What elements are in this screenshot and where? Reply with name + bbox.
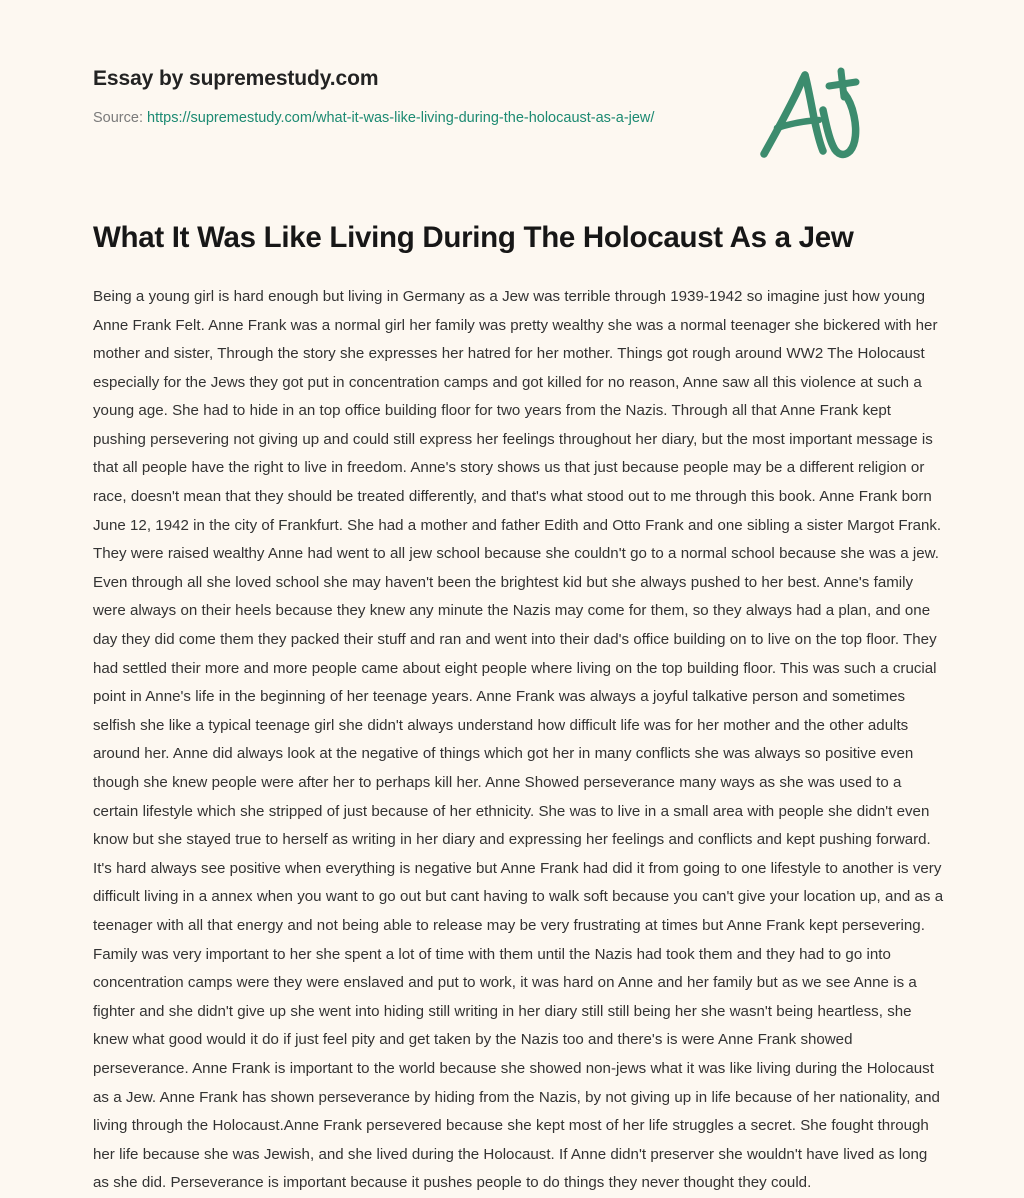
a-plus-logo-icon xyxy=(751,58,869,176)
a-plus-logo-glyph xyxy=(751,58,869,176)
source-label: Source: xyxy=(93,110,143,127)
essay-paragraph: Being a young girl is hard enough but living in Germany as a Jew was terrible through 1939-1942 so imagine just how young Anne Frank Felt. Anne Frank was a normal girl her family was pretty wealthy she was a normal teenager she bickered with her mother and sister, Through the story she expresses her hatred for her mother. Things got rough around WW2 The Holocaust especially for the Jews they got put in concentration camps and got killed for no reason, Anne saw all this violence at such a young age. She had to hide in an top office building floor for two years from the Nazis. Through all that Anne Frank kept pushing persevering not giving up and could still express her feelings throughout her diary, but the most important message is that all people have the right to live in freedom. Anne's story shows us that just because people may be a different religion or race, doesn't mean that they should be treated differently, and that's what stood out to me through this book. Anne Frank born June 12, 1942 in the city of Frankfurt. She had a mother and father Edith and Otto Frank and one sibling a sister Margot Frank. They were raised wealthy Anne had went to all jew school because she couldn't go to a normal school because she was a jew. Even through all she loved school she may haven't been the brightest kid but she always pushed to her best. Anne's family were always on their heels because they knew any minute the Nazis may come for them, so they always had a plan, and one day they did come them they packed their stuff and ran and went into their dad's office building on to live on the top floor. They had settled their more and more people came about eight people where living on the top building floor. This was such a crucial point in Anne's life in the beginning of her teenage years. Anne Frank was always a joyful talkative person and sometimes selfish she like a typical teenage girl she didn't always understand how difficult life was for her mother and the other adults around her. Anne did always look at the negative of things which got her in many conflicts she was always so positive even though she knew people were after her to perhaps kill her. Anne Showed perseverance many ways as she was used to a certain lifestyle which she stripped of just because of her ethnicity. She was to live in a small area with people she didn't even know but she stayed true to herself as writing in her diary and expressing her feelings and conflicts and kept pushing forward. It's hard always see positive when everything is negative but Anne Frank had did it from going to one lifestyle to another is very difficult living in a annex when you want to go out but cant having to walk soft because you can't give your location up, and as a teenager with all that energy and not being able to release may be very frustrating at times but Anne Frank kept persevering. Family was very important to her she spent a lot of time with them until the Nazis had took them and they had to go into concentration camps were they were enslaved and put to work, it was hard on Anne and her family but as we see Anne is a fighter and she didn't give up she went into hiding still writing in her diary still still being her she wasn't being heartless, she knew what good would it do if just feel pity and get taken by the Nazis too and there's is were Anne Frank showed perseverance. Anne Frank is important to the world because she showed non-jews what it was like living during the Holocaust as a Jew. Anne Frank has shown perseverance by hiding from the Nazis, by not giving up in life because of her nationality, and living through the Holocaust.Anne Frank persevered because she kept most of her life struggles a secret. She fought through her life because she was Jewish, and she lived during the Holocaust. If Anne didn't preserver she wouldn't have lived as long as she did. Perseverance is important because it pushes people to do things they never thought they could. xyxy=(93,287,944,1192)
page-title: What It Was Like Living During The Holocaust As a Jew xyxy=(93,221,854,255)
brand-title: Essay by supremestudy.com xyxy=(93,67,379,90)
page-header xyxy=(79,0,945,128)
essay-body xyxy=(93,283,945,1198)
source-url-link[interactable]: https://supremestudy.com/what-it-was-like-living-during-the-holocaust-as-a-jew/ xyxy=(147,110,655,127)
